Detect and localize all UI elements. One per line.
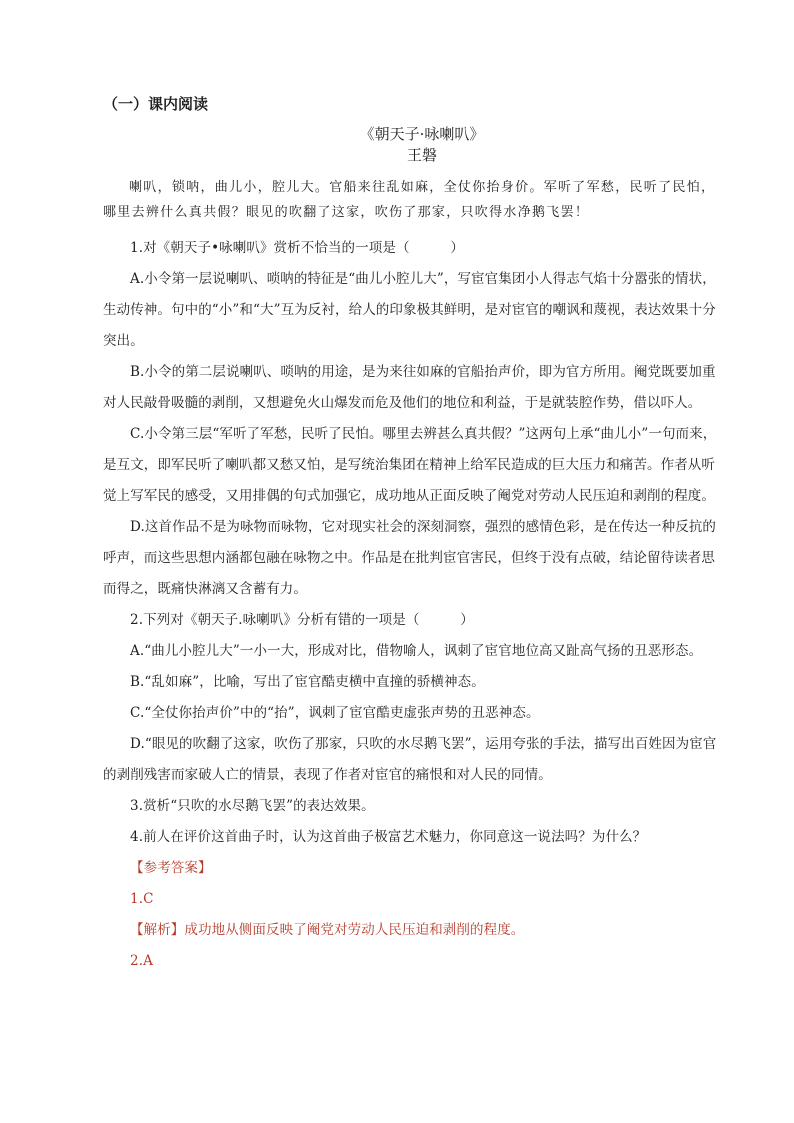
question-1-stem: 1.对《朝天子•咏喇叭》赏析不恰当的一项是（ ）: [130, 240, 464, 256]
answer-1: 1.C: [130, 891, 154, 907]
question-2-option-a: A.“曲儿小腔儿大”一小一大，形成对比，借物喻人，讽刺了宦官地位高又趾高气扬的丑恶形态。: [130, 643, 703, 659]
question-4-stem: 4.前人在评价这首曲子时，认为这首曲子极富艺术魅力，你同意这一说法吗？为什么？: [130, 829, 647, 845]
question-2-option-d: D.“眼见的吹翻了这家，吹伤了那家，只吹的水尽鹅飞罢”，运用夸张的手法，描写出百姓因为宦官的剥削残害而家破人亡的情景，表现了作者对宦官的痛恨和对人民的同情。: [103, 736, 717, 783]
document-content: [103, 95, 723, 977]
poem-title: 《朝天子·咏喇叭》: [359, 125, 485, 143]
question-2-stem: 2.下列对《朝天子.咏喇叭》分析有错的一项是（ ）: [130, 612, 474, 628]
answer-key-heading: 【参考答案】: [130, 860, 212, 876]
analysis-text: 成功地从侧面反映了阉党对劳动人民压迫和剥削的程度。: [184, 922, 525, 938]
question-1-option-c: C.小令第三层“军听了军愁，民听了民怕。哪里去辨甚么真共假？”这两句上承“曲儿小”一句而来，是互文，即军民听了喇叭都又愁又怕，是写统治集团在精神上给军民造成的巨大压力和痛苦。作者从听觉上写军民的感受，又用排偶的句式加强它，成功地从正面反映了阉党对劳动人民压迫和剥削的程度。: [103, 426, 717, 504]
poem-author: 王磐: [406, 146, 437, 164]
analysis-tag: 【解析】: [130, 922, 185, 938]
question-3-stem: 3.赏析“只吹的水尽鹅飞罢”的表达效果。: [130, 798, 375, 814]
question-2-option-c: C.“全仗你抬声价”中的“抬”，讽刺了宦官酷吏虚张声势的丑恶神态。: [130, 705, 540, 721]
poem-text: 喇叭，锁呐，曲儿小，腔儿大。官船来往乱如麻，全仗你抬身价。军听了军愁，民听了民怕，哪里去辨什么真共假？眼见的吹翻了这家，吹伤了那家，只吹得水净鹅飞罢！: [103, 180, 716, 220]
analysis-line: [103, 915, 723, 946]
question-1-option-d: D.这首作品不是为咏物而咏物，它对现实社会的深刻洞察，强烈的感情色彩，是在传达一种反抗的呼声，而这些思想内涵都包融在咏物之中。作品是在批判宦官害民，但终于没有点破，结论留待读者思而得之，既痛快淋漓又含蓄有力。: [103, 519, 717, 597]
section-heading: （一）课内阅读: [103, 95, 209, 113]
question-2-option-b: B.“乱如麻”，比喻，写出了宦官酷吏横中直撞的骄横神态。: [130, 674, 485, 690]
question-1-option-a: A.小令第一层说喇叭、唢呐的特征是“曲儿小腔儿大”，写宦官集团小人得志气焰十分嚣张的情状，生动传神。句中的“小”和“大”互为反衬，给人的印象极其鲜明，是对宦官的嘲讽和蔑视，表达效果十分突出。: [103, 271, 716, 349]
question-1-option-b: B.小令的第二层说喇叭、唢呐的用途，是为来往如麻的官船抬声价，即为官方所用。阉党既要加重对人民敲骨吸髓的剥削，又想避免火山爆发而危及他们的地位和利益，于是就装腔作势，借以吓人。: [103, 364, 716, 411]
answer-2: 2.A: [130, 953, 153, 969]
